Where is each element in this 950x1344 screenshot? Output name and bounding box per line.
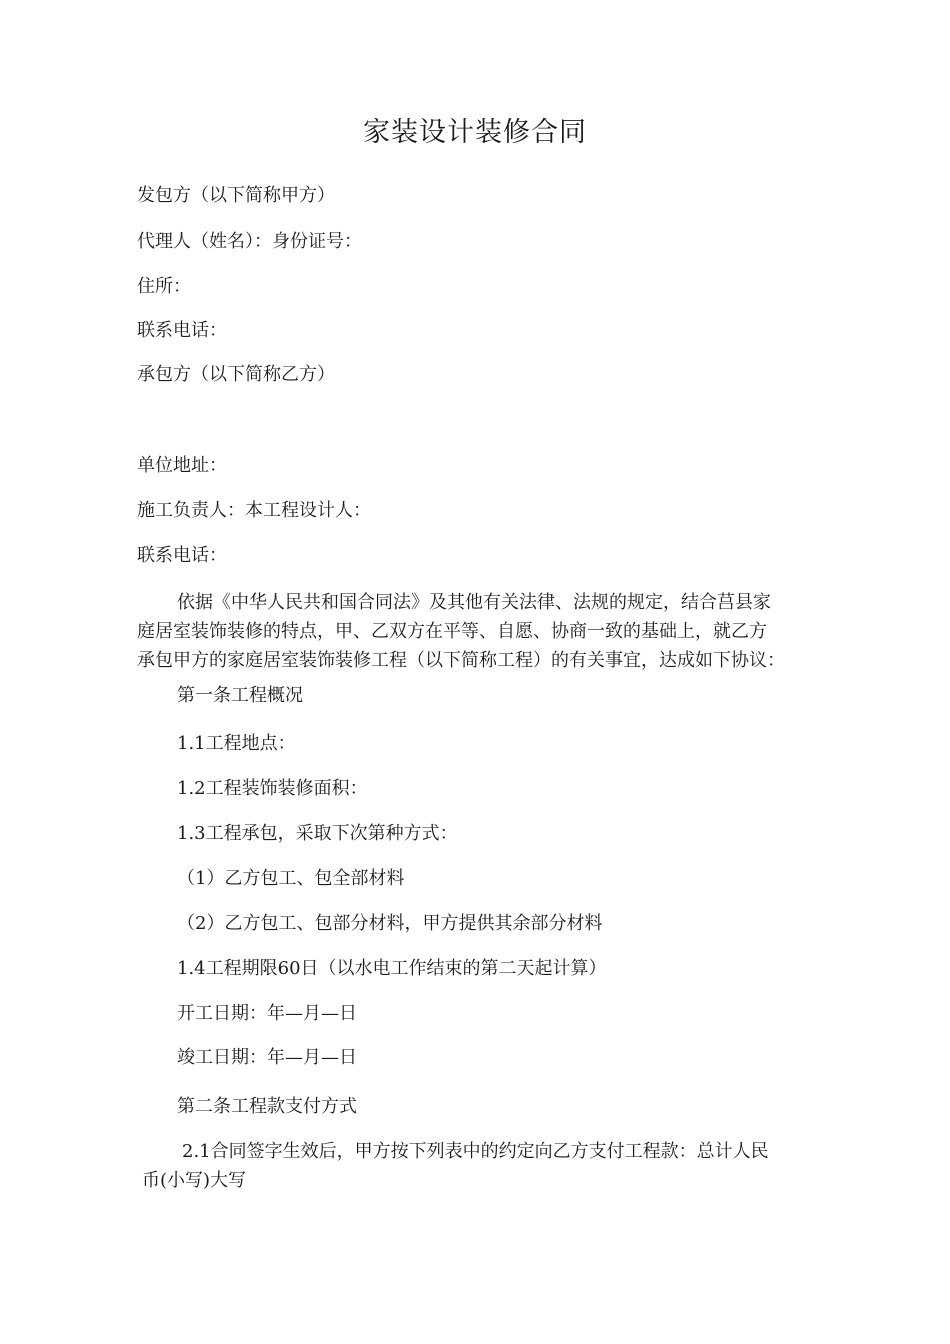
party-b-label: 承包方（以下简称乙方） [137, 364, 335, 385]
item-1-2: 1.2工程装饰装修面积： [177, 778, 368, 799]
intro-line: 承包甲方的家庭居室装饰装修工程（以下简称工程）的有关事宜，达成如下协议： [137, 650, 785, 671]
article-2-heading: 第二条工程款支付方式 [177, 1096, 357, 1117]
intro-paragraph [137, 588, 785, 675]
item-2-1-line: 币(小写)大写 [142, 1170, 247, 1191]
phone-a-label: 联系电话： [137, 320, 227, 341]
intro-line: 依据《中华人民共和国合同法》及其他有关法律、法规的规定，结合莒县家 [177, 592, 771, 613]
item-2-1-line: 2.1合同签字生效后，甲方按下列表中的约定向乙方支付工程款：总计人民 [182, 1141, 769, 1162]
item-2-1 [137, 1137, 769, 1195]
agent-label: 代理人（姓名）：身份证号： [137, 231, 362, 252]
residence-label: 住所： [137, 276, 191, 297]
article-1-heading: 第一条工程概况 [177, 685, 303, 706]
party-a-label: 发包方（以下简称甲方） [137, 185, 335, 206]
start-date: 开工日期：年—月—日 [177, 1003, 357, 1024]
option-1: （1）乙方包工、包全部材料 [177, 868, 405, 889]
intro-line: 庭居室装饰装修的特点，甲、乙双方在平等、自愿、协商一致的基础上，就乙方 [137, 621, 767, 642]
item-1-3: 1.3工程承包，采取下次第种方式： [177, 823, 458, 844]
item-1-1: 1.1工程地点： [177, 733, 296, 754]
document-title: 家装设计装修合同 [363, 117, 587, 148]
end-date: 竣工日期：年—月—日 [177, 1047, 357, 1068]
phone-b-label: 联系电话： [137, 545, 227, 566]
unit-address-label: 单位地址： [137, 455, 227, 476]
item-1-4: 1.4工程期限60日（以水电工作结束的第二天起计算） [177, 958, 607, 979]
construction-lead-label: 施工负责人：本工程设计人： [137, 500, 371, 521]
option-2: （2）乙方包工、包部分材料，甲方提供其余部分材料 [177, 913, 603, 934]
